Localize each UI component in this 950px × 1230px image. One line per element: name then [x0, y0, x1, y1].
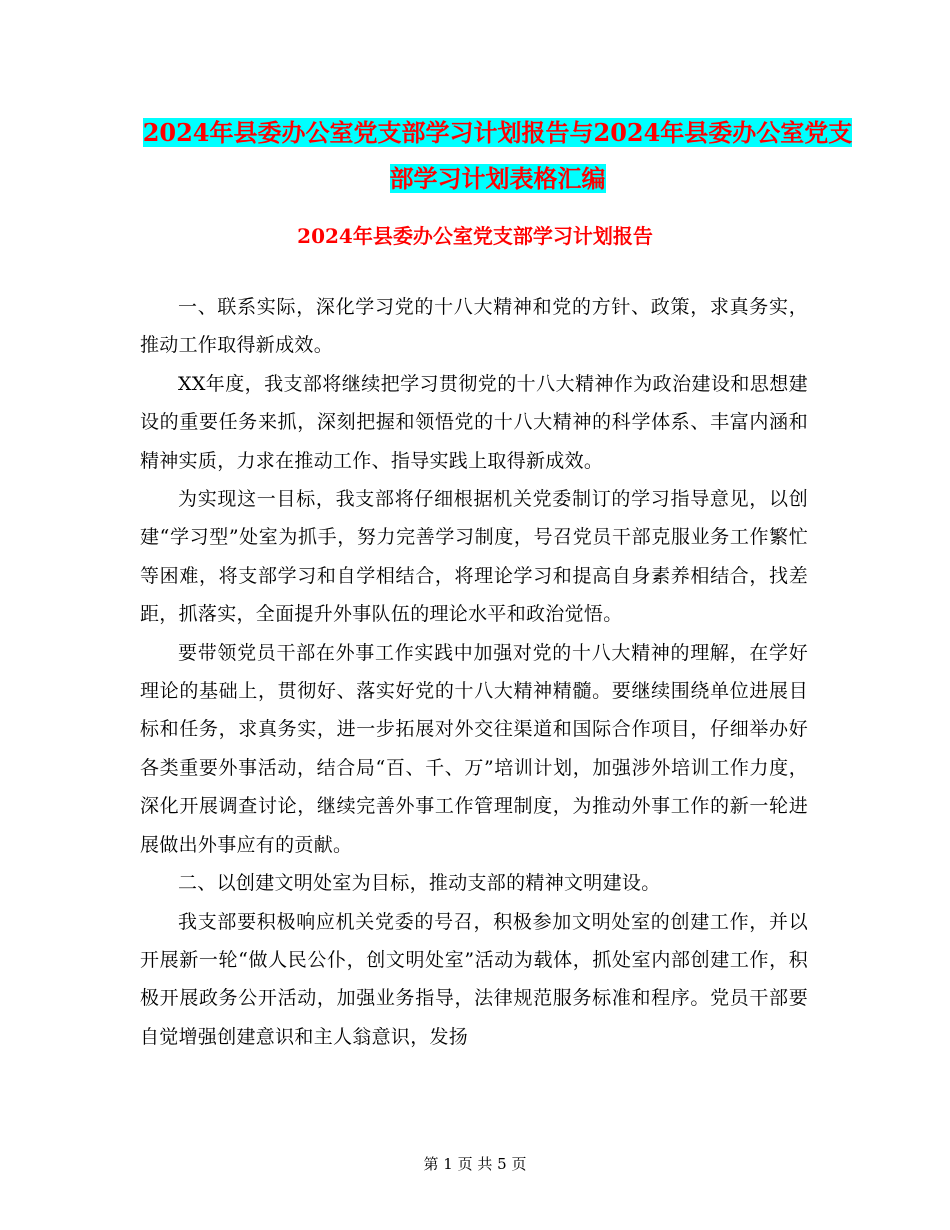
document-title-text: 2024年县委办公室党支部学习计划报告与2024年县委办公室党支部学习计划表格汇编 [142, 118, 853, 193]
paragraph: 一、联系实际，深化学习党的十八大精神和党的方针、政策，求真务实，推动工作取得新成效。 [140, 296, 808, 357]
paragraph: XX年度，我支部将继续把学习贯彻党的十八大精神作为政治建设和思想建设的重要任务来抓，深刻把握和领悟党的十八大精神的科学体系、丰富内涵和精神实质，力求在推动工作、指导实践上取得新成效。 [140, 372, 808, 472]
paragraph: 要带领党员干部在外事工作实践中加强对党的十八大精神的理解，在学好理论的基础上，贯彻好、落实好党的十八大精神精髓。要继续围绕单位进展目标和任务，求真务实，进一步拓展对外交往渠道和国际合作项目，仔细举办好各类重要外事活动，结合局“百、千、万”培训计划，加强涉外培训工作力度，深化开展调查讨论，继续完善外事工作管理制度，为推动外事工作的新一轮进展做出外事应有的贡献。 [140, 641, 808, 856]
section-title: 2024年县委办公室党支部学习计划报告 [297, 224, 653, 248]
page-footer: 第 1 页 共 5 页 [423, 1155, 527, 1173]
paragraph: 我支部要积极响应机关党委的号召，积极参加文明处室的创建工作，并以开展新一轮“做人民公仆，创文明处室”活动为载体，抓处室内部创建工作，积极开展政务公开活动，加强业务指导，法律规范服务标准和程序。党员干部要自觉增强创建意识和主人翁意识，发扬 [140, 910, 808, 1048]
document-title [140, 110, 855, 202]
paragraph: 二、以创建文明处室为目标，推动支部的精神文明建设。 [178, 872, 661, 895]
document-body [140, 288, 808, 1056]
paragraph: 为实现这一目标，我支部将仔细根据机关党委制订的学习指导意见，以创建“学习型”处室为抓手，努力完善学习制度，号召党员干部克服业务工作繁忙等困难，将支部学习和自学相结合，将理论学习和提高自身素养相结合，找差距，抓落实，全面提升外事队伍的理论水平和政治觉悟。 [140, 488, 808, 626]
